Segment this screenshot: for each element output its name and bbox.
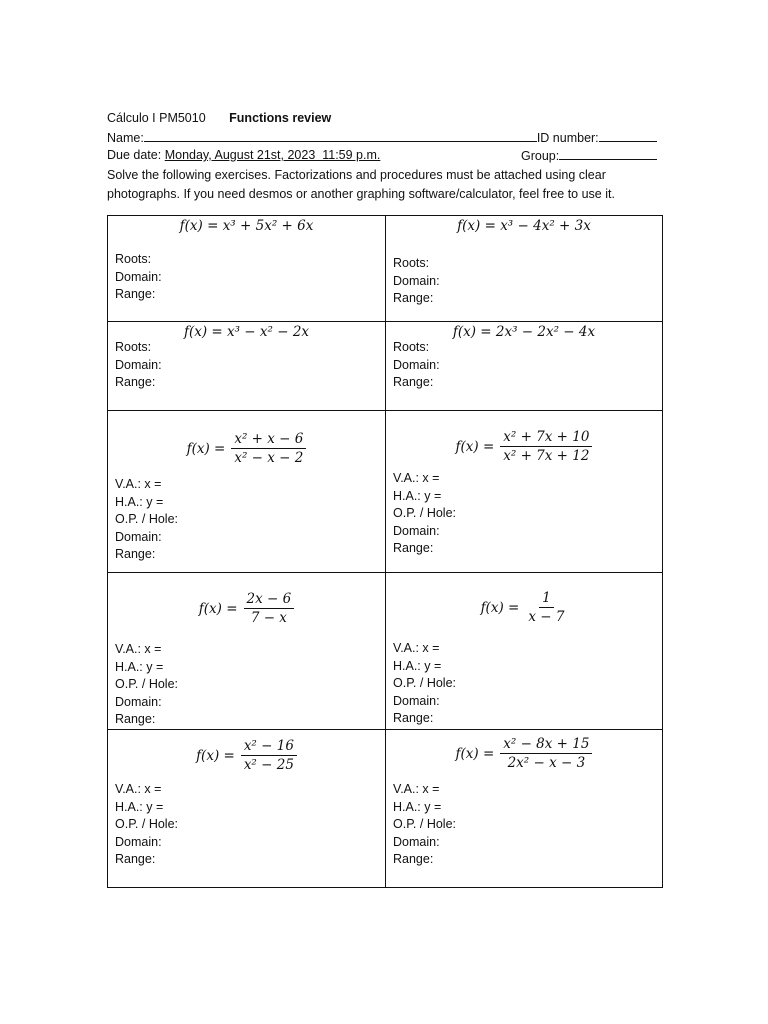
- header-line-name: [107, 129, 657, 146]
- function-name: f(x) =: [196, 747, 235, 764]
- horizontal-asymptote-label: H.A.: y =: [115, 799, 164, 814]
- answer-labels: [115, 641, 178, 729]
- domain-label: Domain:: [115, 694, 162, 709]
- numerator: x² − 8x + 15: [500, 735, 592, 754]
- header-line-course: [107, 110, 331, 126]
- denominator: x² + 7x + 12: [503, 448, 590, 464]
- answer-labels: [393, 470, 456, 558]
- exercise-formula: [108, 737, 385, 774]
- fraction: [500, 428, 592, 465]
- fraction: [244, 590, 295, 627]
- exercise-cell-1: [108, 216, 386, 322]
- roots-label: Roots:: [393, 256, 430, 270]
- denominator: x − 7: [528, 609, 565, 625]
- exercise-grid: [107, 215, 663, 888]
- exercise-cell-8: [386, 573, 663, 730]
- domain-label: Domain:: [115, 269, 162, 284]
- worksheet-title: Functions review: [229, 111, 332, 125]
- answer-labels: [393, 781, 456, 869]
- exercise-formula: [108, 590, 385, 627]
- range-label: Range:: [393, 541, 434, 555]
- domain-label: Domain:: [115, 357, 162, 372]
- answer-labels: [115, 339, 162, 392]
- fraction: [500, 735, 592, 772]
- horizontal-asymptote-label: H.A.: y =: [115, 494, 164, 509]
- answer-labels: [393, 255, 440, 308]
- fraction: [525, 589, 567, 626]
- range-label: Range:: [115, 287, 156, 301]
- range-label: Range:: [115, 712, 156, 726]
- domain-label: Domain:: [393, 273, 440, 288]
- horizontal-asymptote-label: H.A.: y =: [393, 799, 442, 814]
- function-name: f(x) =: [186, 440, 226, 457]
- vertical-asymptote-label: V.A.: x =: [393, 471, 440, 485]
- exercise-cell-9: [108, 730, 386, 888]
- numerator: x² + x − 6: [231, 430, 306, 449]
- group-blank[interactable]: [559, 147, 657, 160]
- answer-labels: [393, 339, 440, 392]
- function-name: f(x) =: [480, 599, 520, 616]
- domain-label: Domain:: [393, 693, 440, 708]
- exercise-cell-10: [386, 730, 663, 888]
- oblique-hole-label: O.P. / Hole:: [393, 676, 456, 690]
- exercise-cell-4: [386, 322, 663, 411]
- exercise-cell-2: [386, 216, 663, 322]
- range-label: Range:: [115, 375, 156, 389]
- function-name: f(x) =: [455, 438, 495, 455]
- answer-labels: [115, 781, 178, 869]
- denominator: x² − 25: [243, 757, 294, 773]
- range-label: Range:: [393, 711, 434, 725]
- exercise-formula: f(x) = 2x³ − 2x² − 4x: [452, 324, 596, 340]
- exercise-formula: f(x) = x³ + 5x² + 6x: [179, 218, 314, 234]
- function-name: f(x) =: [455, 745, 495, 762]
- course-code: Cálculo I PM5010: [107, 111, 206, 125]
- roots-label: Roots:: [115, 340, 152, 354]
- numerator: 1: [539, 589, 554, 608]
- answer-labels: [393, 640, 456, 728]
- vertical-asymptote-label: V.A.: x =: [393, 782, 440, 796]
- instructions-line-1: Solve the following exercises. Factorizations and procedures must be attached using clear: [107, 168, 606, 182]
- range-label: Range:: [115, 852, 156, 866]
- horizontal-asymptote-label: H.A.: y =: [393, 658, 442, 673]
- oblique-hole-label: O.P. / Hole:: [393, 506, 456, 520]
- oblique-hole-label: O.P. / Hole:: [115, 512, 178, 526]
- numerator: 2x − 6: [244, 590, 295, 609]
- range-label: Range:: [393, 375, 434, 389]
- exercise-formula: [386, 735, 662, 772]
- exercise-formula: [108, 430, 385, 467]
- domain-label: Domain:: [115, 834, 162, 849]
- due-date-value: Monday, August 21st, 2023 11:59 p.m.: [164, 148, 381, 162]
- exercise-cell-7: [108, 573, 386, 730]
- vertical-asymptote-label: V.A.: x =: [393, 641, 440, 655]
- exercise-formula: f(x) = x³ − x² − 2x: [183, 324, 310, 340]
- name-label: Name:: [107, 131, 144, 145]
- denominator: 2x² − x − 3: [507, 755, 586, 771]
- vertical-asymptote-label: V.A.: x =: [115, 642, 162, 656]
- exercise-cell-5: [108, 411, 386, 573]
- range-label: Range:: [115, 547, 156, 561]
- domain-label: Domain:: [393, 834, 440, 849]
- horizontal-asymptote-label: H.A.: y =: [393, 488, 442, 503]
- domain-label: Domain:: [393, 357, 440, 372]
- fraction: [231, 430, 306, 467]
- due-date-label: Due date:: [107, 148, 162, 162]
- vertical-asymptote-label: V.A.: x =: [115, 782, 162, 796]
- oblique-hole-label: O.P. / Hole:: [393, 817, 456, 831]
- range-label: Range:: [393, 291, 434, 305]
- oblique-hole-label: O.P. / Hole:: [115, 817, 178, 831]
- exercise-formula: [386, 589, 662, 626]
- exercise-formula: f(x) = x³ − 4x² + 3x: [457, 218, 591, 234]
- exercise-cell-3: [108, 322, 386, 411]
- group-label: Group:: [521, 149, 560, 163]
- roots-label: Roots:: [115, 252, 152, 266]
- domain-label: Domain:: [115, 529, 162, 544]
- name-blank[interactable]: [144, 129, 537, 142]
- range-label: Range:: [393, 852, 434, 866]
- exercise-formula: [386, 428, 662, 465]
- denominator: x² − x − 2: [234, 450, 304, 466]
- domain-label: Domain:: [393, 523, 440, 538]
- oblique-hole-label: O.P. / Hole:: [115, 677, 178, 691]
- fraction: [241, 737, 297, 774]
- function-name: f(x) =: [198, 600, 238, 617]
- instructions-line-2: photographs. If you need desmos or another graphing software/calculator, feel free to use it.: [107, 187, 615, 201]
- horizontal-asymptote-label: H.A.: y =: [115, 659, 164, 674]
- id-number-label: ID number:: [536, 131, 599, 145]
- id-number-blank[interactable]: [599, 129, 657, 142]
- answer-labels: [115, 251, 162, 304]
- denominator: 7 − x: [250, 610, 287, 626]
- numerator: x² + 7x + 10: [500, 428, 592, 447]
- exercise-cell-6: [386, 411, 663, 573]
- header-line-due: [107, 147, 380, 163]
- roots-label: Roots:: [393, 340, 430, 354]
- numerator: x² − 16: [241, 737, 297, 756]
- vertical-asymptote-label: V.A.: x =: [115, 477, 162, 491]
- answer-labels: [115, 476, 178, 564]
- header-group: [521, 147, 657, 164]
